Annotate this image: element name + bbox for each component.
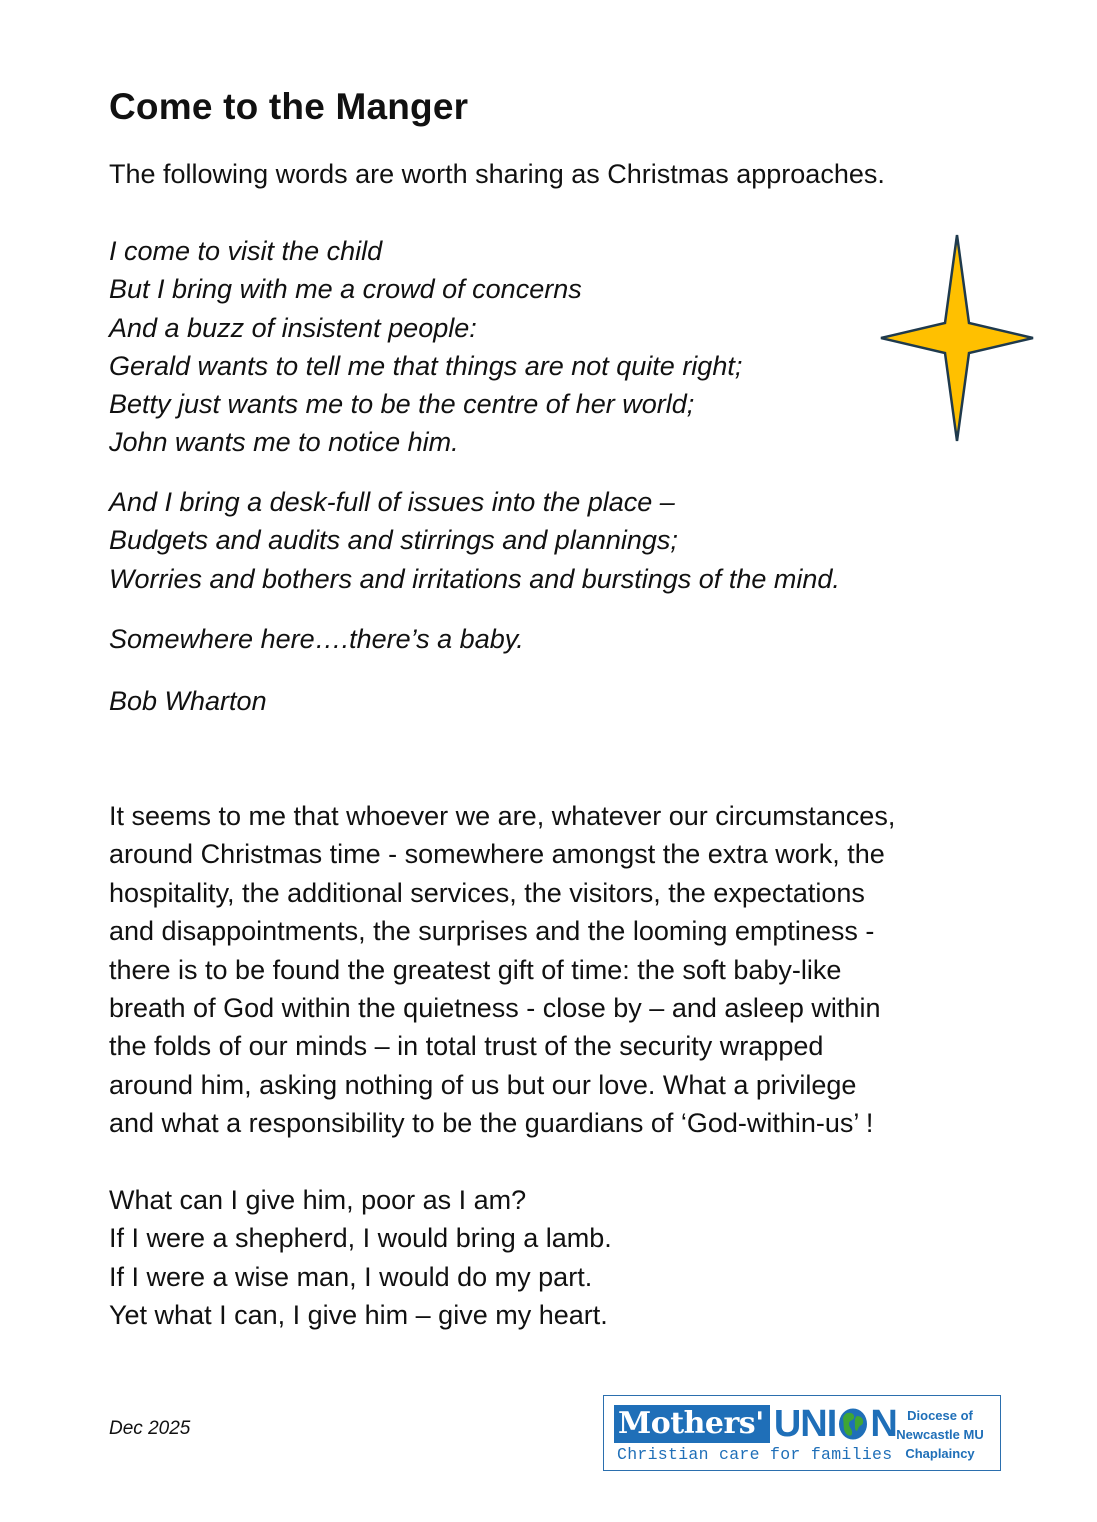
logo-union-left: UNI bbox=[773, 1403, 837, 1445]
globe-icon bbox=[837, 1407, 869, 1441]
poem-stanza-3 bbox=[109, 620, 524, 658]
diocese-line: Chaplaincy bbox=[905, 1446, 975, 1461]
poem-line: I come to visit the child bbox=[109, 236, 383, 266]
poem-line: And I bring a desk-full of issues into the place – bbox=[109, 487, 675, 517]
logo-diocese-text bbox=[886, 1406, 994, 1463]
logo-union-right: N bbox=[870, 1403, 897, 1445]
author-name: Bob Wharton bbox=[109, 686, 267, 716]
poem-line: Somewhere here….there’s a baby. bbox=[109, 624, 524, 654]
paragraph-line: the folds of our minds – in total trust of the security wrapped bbox=[109, 1031, 824, 1062]
verse-line: Yet what I can, I give him – give my heart. bbox=[109, 1300, 608, 1331]
verse-line: If I were a wise man, I would do my part. bbox=[109, 1261, 593, 1292]
poem-author bbox=[109, 682, 267, 720]
paragraph-line: It seems to me that whoever we are, whatever our circumstances, bbox=[109, 801, 896, 831]
reflection-paragraph bbox=[109, 797, 1009, 1143]
logo-mothers-text: Mothers' bbox=[614, 1405, 770, 1443]
poem-line: Budgets and audits and stirrings and plannings; bbox=[109, 525, 678, 556]
intro-text: The following words are worth sharing as Christmas approaches. bbox=[109, 159, 885, 189]
verse-line: If I were a shepherd, I would bring a lamb. bbox=[109, 1223, 612, 1254]
carol-verse bbox=[109, 1181, 612, 1335]
paragraph-line: and disappointments, the surprises and the looming emptiness - bbox=[109, 916, 875, 947]
poem-stanza-1 bbox=[109, 232, 742, 462]
logo-tagline: Christian care for families bbox=[617, 1445, 893, 1464]
poem-line: Worries and bothers and irritations and burstings of the mind. bbox=[109, 563, 840, 594]
star-shape bbox=[881, 235, 1033, 441]
star-icon bbox=[878, 232, 1036, 444]
footer-date: Dec 2025 bbox=[109, 1418, 191, 1439]
logo-union-text bbox=[770, 1405, 897, 1443]
paragraph-line: and what a responsibility to be the guardians of ‘God-within-us’ ! bbox=[109, 1108, 874, 1139]
paragraph-line: hospitality, the additional services, the visitors, the expectations bbox=[109, 877, 865, 908]
paragraph-line: around him, asking nothing of us but our love. What a privilege bbox=[109, 1069, 857, 1100]
mothers-union-logo bbox=[603, 1395, 1001, 1471]
poem-line: And a buzz of insistent people: bbox=[109, 312, 477, 343]
verse-line: What can I give him, poor as I am? bbox=[109, 1185, 527, 1215]
poem-stanza-2 bbox=[109, 483, 840, 598]
logo-wordmark bbox=[614, 1404, 897, 1444]
paragraph-line: around Christmas time - somewhere amongst the extra work, the bbox=[109, 839, 885, 870]
poem-line: John wants me to notice him. bbox=[109, 427, 459, 458]
poem-line: Betty just wants me to be the centre of her world; bbox=[109, 389, 695, 420]
paragraph-line: there is to be found the greatest gift of time: the soft baby-like bbox=[109, 954, 842, 985]
paragraph-line: breath of God within the quietness - close by – and asleep within bbox=[109, 993, 881, 1024]
poem-line: But I bring with me a crowd of concerns bbox=[109, 274, 582, 305]
diocese-line: Diocese of bbox=[907, 1408, 973, 1423]
page-title: Come to the Manger bbox=[109, 86, 469, 127]
poem-line: Gerald wants to tell me that things are not quite right; bbox=[109, 350, 743, 381]
diocese-line: Newcastle MU bbox=[896, 1427, 984, 1442]
